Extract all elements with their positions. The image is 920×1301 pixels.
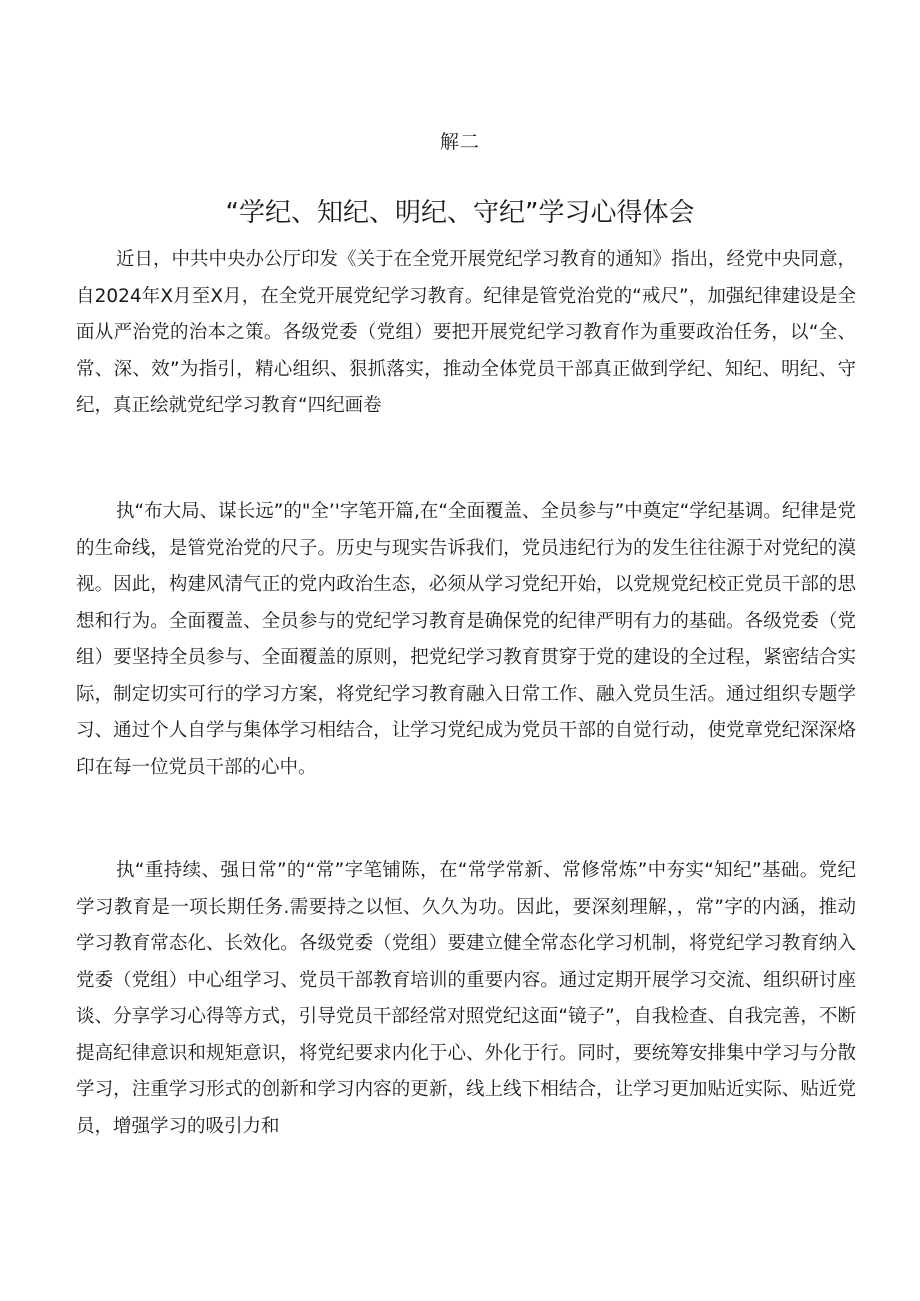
paragraph-quan: 执“布大局、谋长远”的"全’'字笔开篇,在“全面覆盖、全员参与”中奠定“学纪基调。纪律是党的生命线，是管党治党的尺子。历史与现实告诉我们，党员违纪行为的发生往往源于对党纪的漠视。因此，构建风清气正的党内政治生态，必须从学习党纪开始，以党规党纪校正党员干部的思想和行为。全面覆盖、全员参与的党纪学习教育是确保党的纪律严明有力的基础。各级党委（党组）要坚持全员参与、全面覆盖的原则，把党纪学习教育贯穿于党的建设的全过程，紧密结合实际，制定切实可行的学习方案，将党纪学习教育融入日常工作、融入党员生活。通过组织专题学习、通过个人自学与集体学习相结合，让学习党纪成为党员干部的自觉行动，使党章党纪深深烙印在每一位党员干部的心中。 xyxy=(76,501,856,778)
section-label: 解二 xyxy=(439,131,480,153)
paragraph-chang: 执“重持续、强日常”的“常”字笔铺陈，在“常学常新、常修常炼”中夯实“知纪”基础。党纪学习教育是一项长期任务.需要持之以恒、久久为功。因此，要深刻理解，，常”字的内涵，推动学习教育常态化、长效化。各级党委（党组）要建立健全常态化学习机制，将党纪学习教育纳入党委（党组）中心组学习、党员干部教育培训的重要内容。通过定期开展学习交流、组织研讨座谈、分享学习心得等方式，引导党员干部经常对照党纪这面“镜子”，自我检查、自我完善，不断提高纪律意识和规矩意识，将党纪要求内化于心、外化于行。同时，要统筹安排集中学习与分散学习，注重学习形式的创新和学习内容的更新，线上线下相结合，让学习更加贴近实际、贴近党员，增强学习的吸引力和 xyxy=(76,860,856,1137)
paragraph-intro: 近日，中共中央办公厅印发《关于在全党开展党纪学习教育的通知》指出，经党中央同意，自2024年X月至X月，在全党开展党纪学习教育。纪律是管党治党的“戒尺”，加强纪律建设是全面从严治党的治本之策。各级党委（党组）要把开展党纪学习教育作为重要政治任务，以“全、常、深、效”为指引，精心组织、狠抓落实，推动全体党员干部真正做到学纪、知纪、明纪、守纪，真正绘就党纪学习教育“四纪画卷 xyxy=(76,249,857,416)
document-title: “学纪、知纪、明纪、守纪”学习心得体会 xyxy=(225,198,695,228)
